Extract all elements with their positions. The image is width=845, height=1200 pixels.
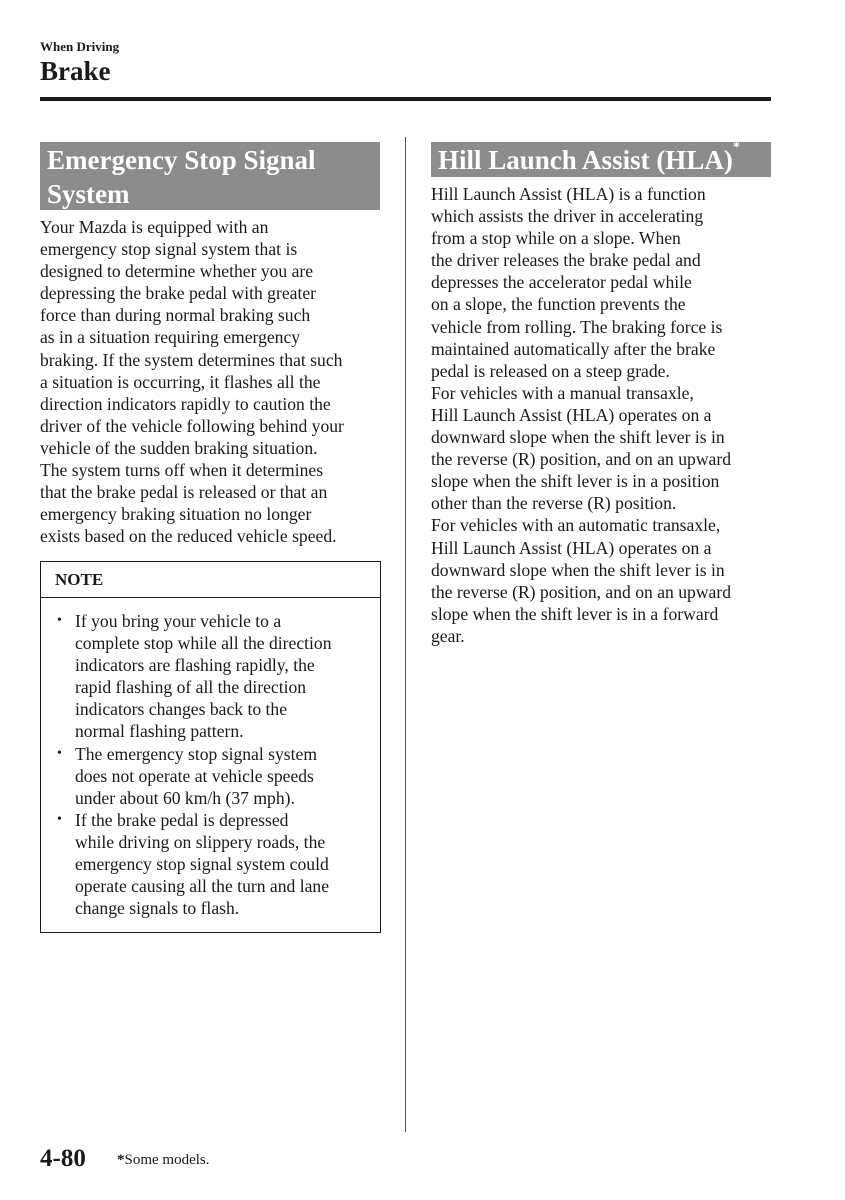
body-line: depresses the accelerator pedal while bbox=[431, 272, 692, 293]
body-line: exists based on the reduced vehicle speed. bbox=[40, 526, 337, 547]
note-line: indicators are flashing rapidly, the bbox=[75, 655, 315, 676]
body-line: direction indicators rapidly to caution the bbox=[40, 393, 331, 414]
body-line: other than the reverse (R) position. bbox=[431, 493, 677, 514]
footnote bbox=[117, 1151, 210, 1169]
bullet-icon: • bbox=[57, 745, 62, 761]
body-line: gear. bbox=[431, 625, 465, 646]
body-line: pedal is released on a steep grade. bbox=[431, 360, 670, 381]
body-line: designed to determine whether you are bbox=[40, 261, 314, 282]
note-item bbox=[41, 809, 332, 919]
some-models-marker: * bbox=[732, 140, 740, 155]
body-line: depressing the brake pedal with greater bbox=[40, 283, 317, 304]
note-line: change signals to flash. bbox=[75, 898, 240, 919]
body-line: Hill Launch Assist (HLA) is a function bbox=[431, 184, 706, 204]
body-line: For vehicles with a manual transaxle, bbox=[431, 382, 694, 403]
note-line: operate causing all the turn and lane bbox=[75, 876, 330, 897]
note-line: The emergency stop signal system bbox=[75, 743, 318, 764]
body-line: The system turns off when it determines bbox=[40, 460, 324, 481]
body-line: the reverse (R) position, and on an upward bbox=[431, 581, 731, 602]
body-line: braking. If the system determines that such bbox=[40, 349, 343, 370]
body-line: the reverse (R) position, and on an upward bbox=[431, 449, 731, 470]
column-divider bbox=[405, 137, 406, 1132]
body-line: emergency braking situation no longer bbox=[40, 504, 312, 525]
body-line: driver of the vehicle following behind your bbox=[40, 415, 344, 436]
heading-line: Emergency Stop Signal bbox=[47, 145, 316, 175]
note-line: indicators changes back to the bbox=[75, 699, 288, 720]
footnote-text: Some models. bbox=[124, 1152, 210, 1168]
body-line: Hill Launch Assist (HLA) operates on a bbox=[431, 537, 712, 558]
note-line: does not operate at vehicle speeds bbox=[75, 765, 314, 786]
page-number: 4-80 bbox=[40, 1145, 86, 1172]
body-line: maintained automatically after the brake bbox=[431, 338, 716, 359]
body-line: For vehicles with an automatic transaxle, bbox=[431, 515, 721, 536]
note-line: rapid flashing of all the direction bbox=[75, 677, 307, 698]
bullet-icon: • bbox=[57, 811, 62, 827]
header-rule bbox=[40, 97, 771, 101]
body-line: on a slope, the function prevents the bbox=[431, 294, 686, 315]
chapter-title: Brake bbox=[40, 56, 111, 86]
note-line: under about 60 km/h (37 mph). bbox=[75, 787, 295, 808]
body-line: downward slope when the shift lever is in bbox=[431, 427, 725, 448]
note-box bbox=[40, 561, 381, 933]
note-line: complete stop while all the direction bbox=[75, 633, 332, 654]
hla-heading bbox=[431, 142, 771, 177]
note-line: normal flashing pattern. bbox=[75, 721, 244, 742]
body-line: slope when the shift lever is in a position bbox=[431, 471, 720, 492]
note-line: If you bring your vehicle to a bbox=[75, 611, 282, 631]
body-line: vehicle of the sudden braking situation. bbox=[40, 437, 318, 458]
emergency-stop-heading bbox=[40, 142, 380, 210]
footnote-marker: * bbox=[117, 1152, 125, 1168]
note-item bbox=[41, 743, 332, 809]
note-item bbox=[41, 610, 332, 743]
body-line: a situation is occurring, it flashes all the bbox=[40, 371, 321, 392]
heading-line: System bbox=[47, 179, 130, 209]
body-line: slope when the shift lever is in a forward bbox=[431, 603, 719, 624]
bullet-icon: • bbox=[57, 613, 62, 628]
body-line: Your Mazda is equipped with an bbox=[40, 217, 269, 237]
body-line: the driver releases the brake pedal and bbox=[431, 250, 701, 271]
hla-heading-text: Hill Launch Assist (HLA) bbox=[438, 145, 733, 175]
note-title: NOTE bbox=[41, 562, 380, 598]
body-line: that the brake pedal is released or that an bbox=[40, 482, 328, 503]
section-label: When Driving bbox=[40, 39, 120, 54]
body-line: which assists the driver in accelerating bbox=[431, 206, 704, 227]
body-line: Hill Launch Assist (HLA) operates on a bbox=[431, 404, 712, 425]
body-line: as in a situation requiring emergency bbox=[40, 327, 301, 348]
emergency-stop-body bbox=[40, 216, 344, 547]
body-line: vehicle from rolling. The braking force is bbox=[431, 316, 723, 337]
body-line: from a stop while on a slope. When bbox=[431, 228, 681, 249]
note-list bbox=[41, 610, 332, 919]
note-line: emergency stop signal system could bbox=[75, 854, 329, 875]
body-line: downward slope when the shift lever is in bbox=[431, 559, 725, 580]
body-line: force than during normal braking such bbox=[40, 305, 311, 326]
hla-body bbox=[431, 183, 731, 647]
note-line: If the brake pedal is depressed bbox=[75, 809, 289, 830]
body-line: emergency stop signal system that is bbox=[40, 239, 298, 260]
note-line: while driving on slippery roads, the bbox=[75, 831, 326, 852]
